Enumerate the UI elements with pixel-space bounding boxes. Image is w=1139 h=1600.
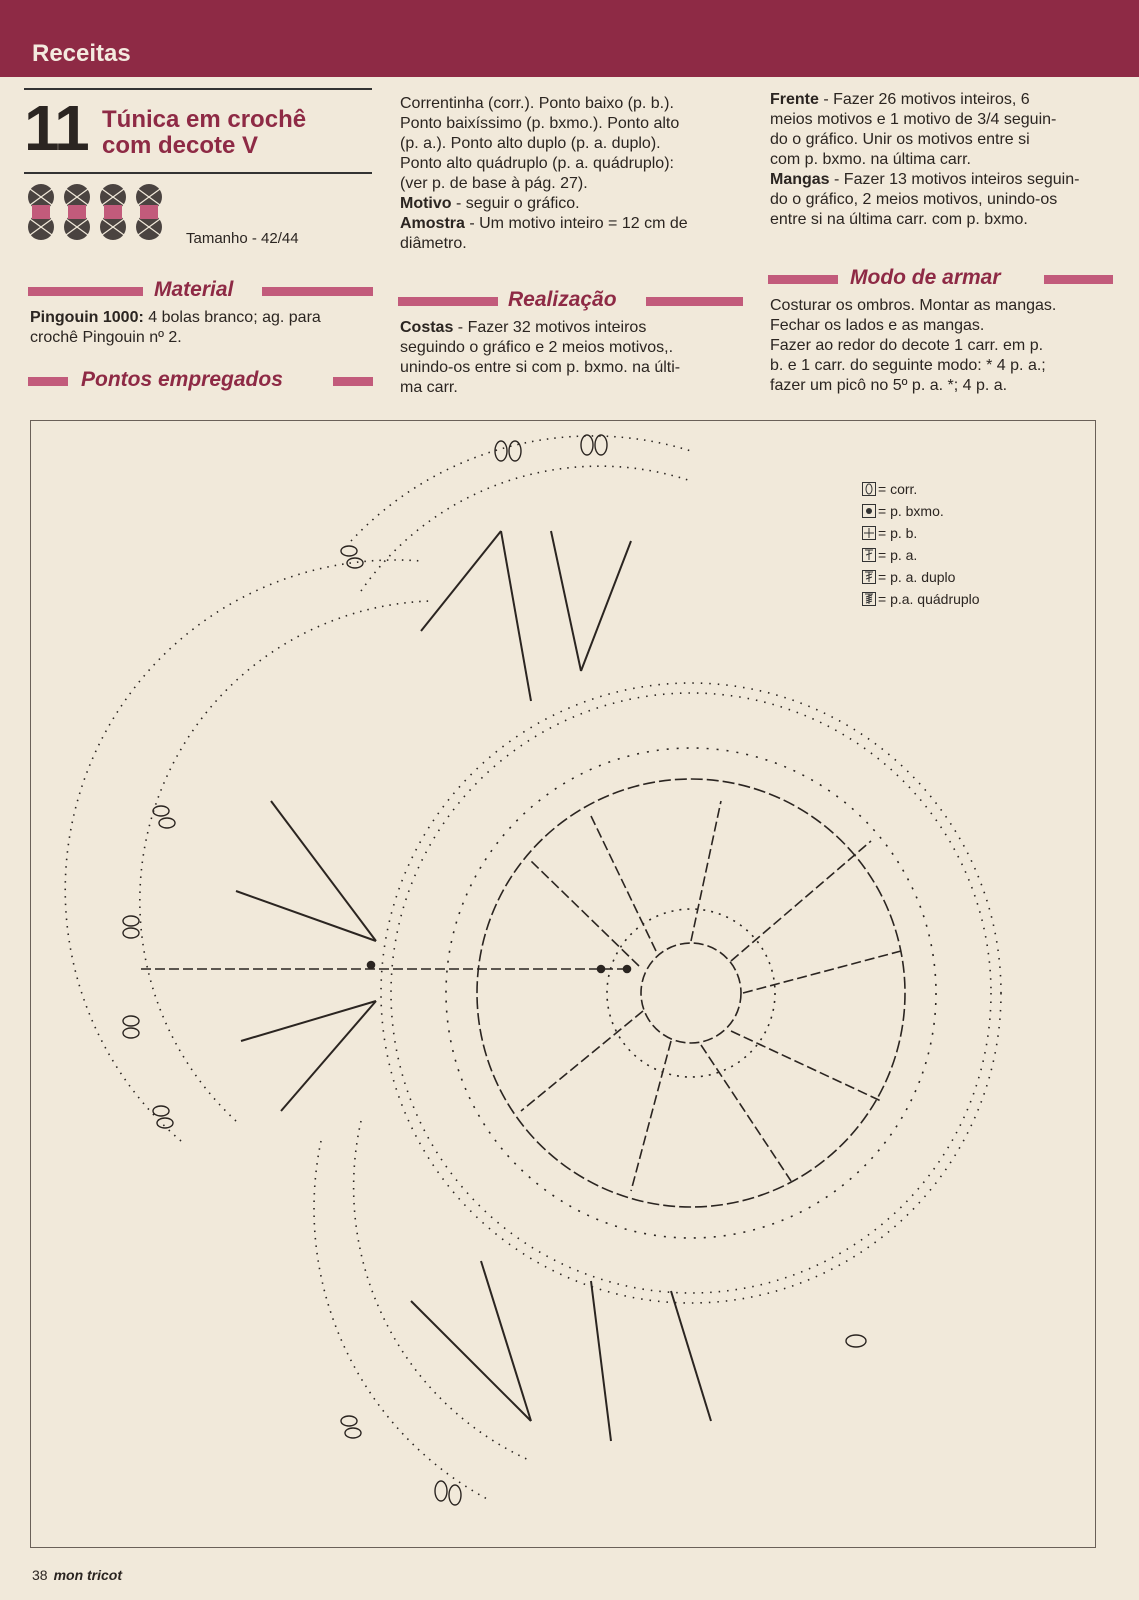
pontos-text: Correntinha (corr.). Ponto baixo (p. b.). Ponto baixíssimo (p. bxmo.). Ponto alto (p. a.). Ponto alto duplo (p. a. duplo). Ponto alto quádruplo (p. a. quádruplo): (ver p. de base à pág. 27). Motivo - seguir o gráfico. Amostra - Um motivo inteiro = 12 cm de diâmetro. bbox=[400, 95, 688, 252]
page-number: 38 bbox=[32, 1567, 48, 1583]
slip-stitch-symbol-icon bbox=[862, 504, 876, 518]
material-text: Pingouin 1000: 4 bolas branco; ag. para crochê Pingouin nº 2. bbox=[30, 309, 321, 346]
modo-heading: Modo de armar bbox=[768, 266, 1113, 292]
material-heading: Material bbox=[28, 278, 373, 304]
legend-item: = p.a. quádruplo bbox=[862, 588, 980, 610]
legend-item: = p. a. bbox=[862, 544, 980, 566]
modo-text: Costurar os ombros. Montar as mangas. Fechar os lados e as mangas. Fazer ao redor do decote 1 carr. em p. b. e 1 carr. do seguinte modo: * 4 p. a.; fazer um picô no 5º p. a. *; 4 p. a. bbox=[770, 297, 1057, 394]
frente-mangas-text: Frente - Fazer 26 motivos inteiros, 6 meios motivos e 1 motivo de 3/4 seguin- do o gráfico. Unir os motivos entre si com p. bxmo. na última carr. Mangas - Fazer 13 motivos inteiros seguin- do o gráfico, 2 meios motivos, unindo-os entre si na última carr. com p. bxmo. bbox=[770, 91, 1080, 228]
chain-symbol-icon bbox=[862, 482, 876, 496]
pontos-heading: Pontos empregados bbox=[28, 368, 373, 394]
realizacao-text: Costas - Fazer 32 motivos inteiros seguindo o gráfico e 2 meios motivos,. unindo-os entre si com p. bxmo. na últi- ma carr. bbox=[400, 319, 681, 396]
legend-item: = p. b. bbox=[862, 522, 980, 544]
legend-item: = corr. bbox=[862, 478, 980, 500]
legend-item: = p. bxmo. bbox=[862, 500, 980, 522]
recipe-number: 11 bbox=[24, 92, 88, 164]
title-line-1: Túnica em crochê bbox=[102, 106, 307, 133]
yarn-balls-icon bbox=[24, 183, 169, 241]
recipe-title bbox=[102, 107, 306, 159]
legend-item: = p. a. duplo bbox=[862, 566, 980, 588]
single-crochet-symbol-icon bbox=[862, 526, 876, 540]
size-label: Tamanho - 42/44 bbox=[186, 230, 299, 247]
quadruple-treble-symbol-icon bbox=[862, 592, 876, 606]
section-label: Receitas bbox=[32, 40, 131, 67]
title-top-rule bbox=[24, 88, 372, 90]
magazine-name: mon tricot bbox=[53, 1567, 123, 1583]
title-bottom-rule bbox=[24, 172, 372, 174]
double-crochet-symbol-icon bbox=[862, 548, 876, 562]
treble-symbol-icon bbox=[862, 570, 876, 584]
stitch-legend bbox=[862, 478, 980, 610]
realizacao-heading: Realização bbox=[398, 288, 743, 314]
section-header bbox=[0, 0, 1139, 77]
title-line-2: com decote V bbox=[102, 132, 259, 159]
page-footer bbox=[32, 1567, 122, 1583]
